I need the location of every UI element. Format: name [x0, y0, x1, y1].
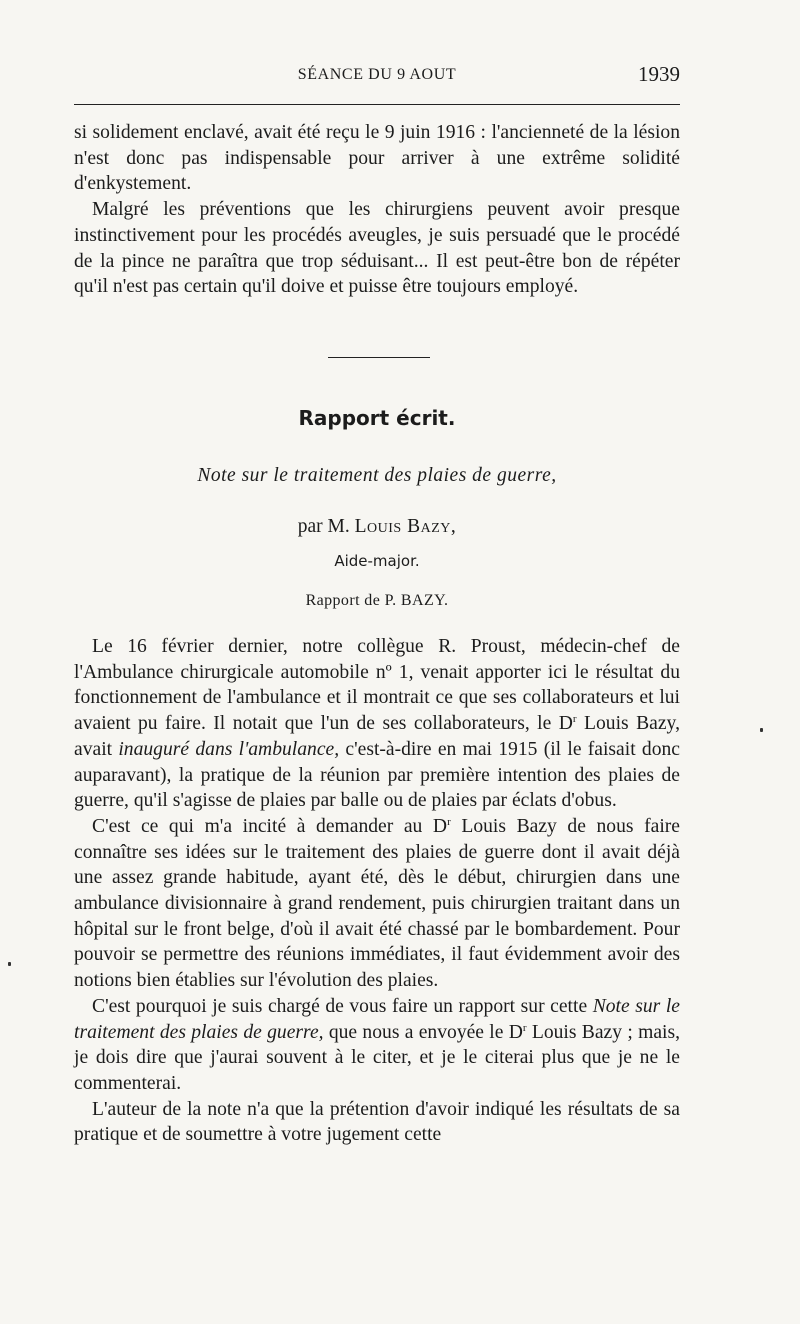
report-by: Rapport de P. BAZY. [305, 592, 449, 609]
text-run: Le 16 février dernier, notre collègue R. Proust, médecin-chef de l'Ambulance chirurgicale automobile nº 1, venait apporter ici le résultat du fonctionnement de l'ambulance et il montrait ce que ses collaborateurs et lui avaient pu faire. Il notait que l'un de ses collaborateurs, le D [74, 636, 680, 735]
section-divider [328, 357, 430, 358]
intro-text [74, 120, 680, 300]
text-run: que nous a envoyée le D [323, 1021, 523, 1043]
text-run: C'est ce qui m'a incité à demander au D [92, 815, 448, 837]
author-prefix: par M. [297, 516, 350, 537]
text-run: C'est pourquoi je suis chargé de vous faire un rapport sur cette [92, 995, 593, 1017]
text-run: Louis Bazy, avait [74, 713, 680, 760]
author-line [74, 516, 680, 538]
ink-speck [760, 728, 763, 732]
text-run: c'est-à-dire en mai 1915 (il le faisait donc auparavant), la pratique de la réunion par première intention des plaies de guerre, qu'il s'agisse de plaies par balle ou de plaies par éclats d'obus. [74, 738, 680, 812]
ink-speck [8, 962, 11, 966]
paragraph: L'auteur de la note n'a que la prétention d'avoir indiqué les résultats de sa pratique et de soumettre à votre jugement cette [74, 1098, 680, 1146]
text-run: Louis Bazy de nous faire connaître ses idées sur le traitement des plaies de guerre dont il avait déjà une assez grande habitude, ayant été, dès le début, chirurgien dans une ambulance divisionnaire à grand rendement, puis chirurgien traitant dans un hôpital sur le front belge, d'où il avait été chassé par le bombardement. Pour pouvoir se permettre des réunions immédiates, il faut évidemment avoir des notions bien établies sur l'évolution des plaies. [74, 815, 680, 992]
section-heading: Rapport écrit. [298, 406, 456, 430]
text-run: Louis Bazy ; mais, je dois dire que j'aurai souvent à le citer, et je le citerai plus que je ne le commenterai. [74, 1021, 680, 1094]
paragraph: Malgré les préventions que les chirurgiens peuvent avoir presque instinctivement pour les procédés aveugles, je suis persuadé que le procédé de la pince ne paraîtra que trop séduisant... Il est peut-être bon de répéter qu'il n'est pas certain qu'il doive et puisse être toujours employé. [74, 199, 680, 298]
paragraph: si solidement enclavé, avait été reçu le 9 juin 1916 : l'ancienneté de la lésion n'est donc pas indispensable pour arriver à une extrême solidité d'enkystement. [74, 122, 680, 195]
paragraph [74, 814, 680, 994]
page-number: 1939 [638, 62, 680, 86]
italic-run: Note sur le traitement des plaies de guerre, [74, 995, 680, 1043]
report-text [74, 634, 680, 1148]
running-title: SÉANCE DU 9 AOUT [297, 66, 457, 83]
paragraph [74, 634, 680, 814]
superscript: r [522, 1021, 527, 1034]
running-head [74, 62, 680, 88]
paragraph [74, 994, 680, 1097]
author-role: Aide-major. [334, 552, 420, 570]
superscript: r [447, 815, 451, 828]
author-name: Louis Bazy, [354, 516, 457, 537]
superscript: r [572, 713, 577, 726]
header-rule [74, 104, 680, 105]
note-title: Note sur le traitement des plaies de guerre, [197, 465, 557, 486]
italic-run: inauguré dans l'ambulance, [118, 738, 340, 760]
